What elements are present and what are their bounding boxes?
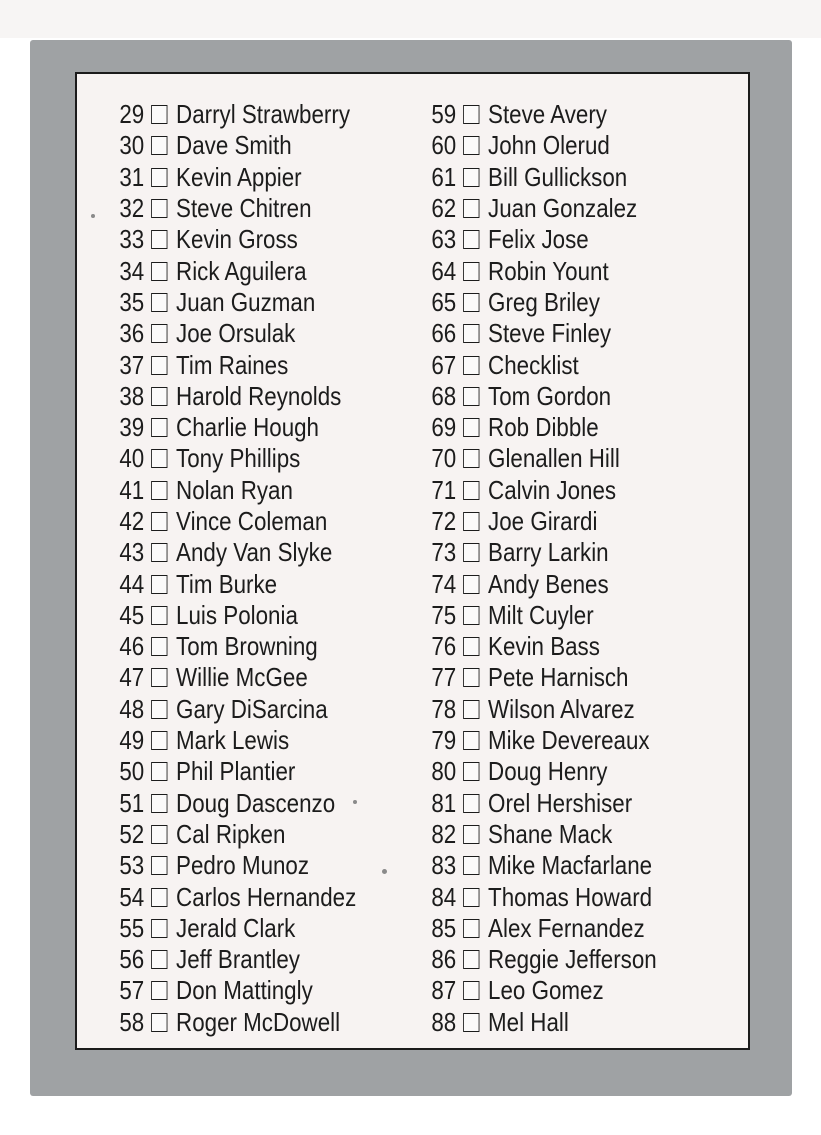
card-number: 69 xyxy=(431,412,457,443)
player-name: Bill Gullickson xyxy=(488,161,628,192)
card-number: 78 xyxy=(431,693,457,724)
player-name: Jeff Brantley xyxy=(176,944,300,975)
player-name: Calvin Jones xyxy=(488,474,617,505)
player-name: Steve Finley xyxy=(488,318,612,349)
player-name: Checklist xyxy=(488,349,579,380)
card-number: 42 xyxy=(119,506,145,536)
player-name: Glenallen Hill xyxy=(488,443,620,474)
card-number: 37 xyxy=(119,349,145,380)
card-number: 56 xyxy=(119,944,145,975)
checklist-entry xyxy=(427,130,657,161)
card-number: 68 xyxy=(431,380,457,411)
checkbox[interactable] xyxy=(151,168,167,187)
checklist-entry xyxy=(115,193,356,224)
checkbox[interactable] xyxy=(151,356,167,375)
card-number: 65 xyxy=(431,286,457,317)
checklist-entry xyxy=(115,568,356,599)
card-number: 32 xyxy=(119,193,145,224)
checklist-entry xyxy=(115,725,356,756)
checklist-column-right xyxy=(427,99,694,1038)
checkbox[interactable] xyxy=(151,575,167,594)
checkbox[interactable] xyxy=(463,825,479,844)
card-number: 86 xyxy=(431,944,457,975)
player-name: Steve Avery xyxy=(488,99,607,130)
checklist-entry xyxy=(427,287,657,318)
print-speck xyxy=(382,869,387,874)
checkbox[interactable] xyxy=(463,981,479,1000)
card-number: 38 xyxy=(119,380,145,411)
checklist-entry xyxy=(427,600,657,631)
player-name: Juan Gonzalez xyxy=(488,193,638,224)
checkbox[interactable] xyxy=(151,543,167,562)
checklist-entry xyxy=(115,99,356,130)
checkbox[interactable] xyxy=(151,324,167,343)
checkbox[interactable] xyxy=(463,168,479,187)
player-name: Robin Yount xyxy=(488,255,609,286)
card-number: 66 xyxy=(431,318,457,349)
checklist-entry xyxy=(115,349,356,380)
card-number: 53 xyxy=(119,850,145,881)
checklist-entry xyxy=(115,1007,356,1038)
card-number: 83 xyxy=(431,850,457,881)
player-name: Phil Plantier xyxy=(176,756,296,787)
player-name: Juan Guzman xyxy=(176,286,316,317)
player-name: Kevin Bass xyxy=(488,631,600,662)
card-number: 74 xyxy=(431,568,457,599)
checklist-entry xyxy=(427,881,657,912)
checkbox[interactable] xyxy=(463,230,479,249)
card-number: 30 xyxy=(119,130,145,161)
card-number: 52 xyxy=(119,818,145,849)
checklist-entry xyxy=(427,819,657,850)
checkbox[interactable] xyxy=(463,700,479,719)
print-speck xyxy=(91,214,95,218)
checklist-entry xyxy=(115,913,356,944)
card-number: 70 xyxy=(431,443,457,474)
checklist-entry xyxy=(115,850,356,881)
player-name: Doug Henry xyxy=(488,756,608,787)
player-name: Wilson Alvarez xyxy=(488,693,635,724)
checkbox[interactable] xyxy=(151,136,167,155)
player-name: Kevin Gross xyxy=(176,224,298,255)
checkbox[interactable] xyxy=(151,700,167,719)
checklist-entry xyxy=(427,913,657,944)
player-name: Tim Burke xyxy=(176,568,278,599)
checklist-entry xyxy=(115,412,356,443)
player-name: Tony Phillips xyxy=(176,443,301,474)
checklist-panel xyxy=(75,72,750,1050)
checklist-entry xyxy=(427,318,657,349)
checkbox[interactable] xyxy=(463,950,479,969)
player-name: Tom Gordon xyxy=(488,380,612,411)
checkbox[interactable] xyxy=(151,981,167,1000)
card-number: 41 xyxy=(119,474,145,505)
checkbox[interactable] xyxy=(463,919,479,938)
player-name: Pedro Munoz xyxy=(176,850,310,881)
player-name: Andy Van Slyke xyxy=(176,537,333,568)
checkbox[interactable] xyxy=(151,481,167,500)
checkbox[interactable] xyxy=(151,637,167,656)
checkbox[interactable] xyxy=(151,293,167,312)
checklist-entry xyxy=(427,224,657,255)
card-number: 71 xyxy=(431,474,457,505)
checkbox[interactable] xyxy=(463,512,479,531)
checkbox[interactable] xyxy=(151,606,167,625)
checkbox[interactable] xyxy=(151,512,167,531)
checkbox[interactable] xyxy=(151,919,167,938)
checkbox[interactable] xyxy=(151,262,167,281)
player-name: Steve Chitren xyxy=(176,193,312,224)
checklist-entry xyxy=(115,224,356,255)
player-name: Rick Aguilera xyxy=(176,255,307,286)
player-name: Rob Dibble xyxy=(488,412,599,443)
checkbox[interactable] xyxy=(151,1013,167,1032)
card-number: 61 xyxy=(431,161,457,192)
player-name: Darryl Strawberry xyxy=(176,99,350,130)
player-name: John Olerud xyxy=(488,130,610,161)
player-name: Tom Browning xyxy=(176,631,318,662)
player-name: Shane Mack xyxy=(488,818,613,849)
card-number: 62 xyxy=(431,193,457,224)
player-name: Pete Harnisch xyxy=(488,662,629,693)
player-name: Doug Dascenzo xyxy=(176,787,336,818)
checkbox[interactable] xyxy=(463,262,479,281)
checkbox[interactable] xyxy=(151,825,167,844)
checkbox[interactable] xyxy=(463,293,479,312)
checkbox[interactable] xyxy=(151,794,167,813)
card-number: 58 xyxy=(119,1006,145,1037)
player-name: Gary DiSarcina xyxy=(176,693,328,724)
checklist-entry xyxy=(115,881,356,912)
checkbox[interactable] xyxy=(463,387,479,406)
checklist-entry xyxy=(427,475,657,506)
player-name: Roger McDowell xyxy=(176,1006,341,1037)
checkbox[interactable] xyxy=(463,637,479,656)
checklist-entry xyxy=(427,850,657,881)
player-name: Carlos Hernandez xyxy=(176,881,357,912)
checklist-entry xyxy=(427,788,657,819)
player-name: Dave Smith xyxy=(176,130,292,161)
checkbox[interactable] xyxy=(463,888,479,907)
player-name: Tim Raines xyxy=(176,349,289,380)
card-number: 85 xyxy=(431,912,457,943)
player-name: Greg Briley xyxy=(488,286,600,317)
checkbox[interactable] xyxy=(463,543,479,562)
checkbox[interactable] xyxy=(463,136,479,155)
checklist-entry xyxy=(115,631,356,662)
card-number: 47 xyxy=(119,662,145,693)
checklist-entry xyxy=(427,568,657,599)
checklist-entry xyxy=(115,162,356,193)
checklist-entry xyxy=(427,506,657,537)
player-name: Andy Benes xyxy=(488,568,609,599)
player-name: Joe Girardi xyxy=(488,506,598,536)
checklist-entry xyxy=(427,381,657,412)
checkbox[interactable] xyxy=(151,418,167,437)
player-name: Mark Lewis xyxy=(176,725,290,756)
player-name: Nolan Ryan xyxy=(176,474,293,505)
checklist-column-left xyxy=(115,99,396,1038)
checklist-entry xyxy=(115,318,356,349)
player-name: Mel Hall xyxy=(488,1006,569,1037)
player-name: Orel Hershiser xyxy=(488,787,633,818)
checklist-entry xyxy=(115,130,356,161)
checklist-entry xyxy=(115,537,356,568)
player-name: Mike Macfarlane xyxy=(488,850,653,881)
card-number: 82 xyxy=(431,818,457,849)
checkbox[interactable] xyxy=(463,856,479,875)
card-number: 51 xyxy=(119,787,145,818)
card-number: 84 xyxy=(431,881,457,912)
checkbox[interactable] xyxy=(463,105,479,124)
checkbox[interactable] xyxy=(463,324,479,343)
checklist-entry xyxy=(115,662,356,693)
card-number: 31 xyxy=(119,161,145,192)
checklist-entry xyxy=(427,537,657,568)
checklist-entry xyxy=(427,944,657,975)
checkbox[interactable] xyxy=(151,950,167,969)
checkbox[interactable] xyxy=(463,418,479,437)
card-number: 34 xyxy=(119,255,145,286)
checkbox[interactable] xyxy=(463,762,479,781)
card-number: 67 xyxy=(431,349,457,380)
checkbox[interactable] xyxy=(151,199,167,218)
card-number: 39 xyxy=(119,412,145,443)
checklist-entry xyxy=(115,819,356,850)
player-name: Alex Fernandez xyxy=(488,912,645,943)
player-name: Jerald Clark xyxy=(176,912,296,943)
checklist-entry xyxy=(115,506,356,537)
checkbox[interactable] xyxy=(151,731,167,750)
card-number: 77 xyxy=(431,662,457,693)
checklist-entry xyxy=(427,412,657,443)
checklist-entry xyxy=(427,631,657,662)
player-name: Reggie Jefferson xyxy=(488,944,657,975)
card-number: 55 xyxy=(119,912,145,943)
card-number: 57 xyxy=(119,975,145,1006)
scan-background xyxy=(0,0,821,38)
card-number: 48 xyxy=(119,693,145,724)
card-number: 40 xyxy=(119,443,145,474)
checklist-entry xyxy=(427,725,657,756)
player-name: Charlie Hough xyxy=(176,412,320,443)
checkbox[interactable] xyxy=(463,1013,479,1032)
card-number: 59 xyxy=(431,99,457,130)
checkbox[interactable] xyxy=(463,668,479,687)
player-name: Thomas Howard xyxy=(488,881,653,912)
player-name: Harold Reynolds xyxy=(176,380,342,411)
checkbox[interactable] xyxy=(463,356,479,375)
card-number: 29 xyxy=(119,99,145,130)
checkbox[interactable] xyxy=(151,230,167,249)
checklist-entry xyxy=(427,756,657,787)
checkbox[interactable] xyxy=(151,762,167,781)
player-name: Mike Devereaux xyxy=(488,725,650,756)
player-name: Willie McGee xyxy=(176,662,308,693)
checkbox[interactable] xyxy=(151,856,167,875)
checklist-entry xyxy=(115,756,356,787)
card-number: 35 xyxy=(119,286,145,317)
checklist-entry xyxy=(115,694,356,725)
card-number: 81 xyxy=(431,787,457,818)
card-number: 36 xyxy=(119,318,145,349)
player-name: Milt Cuyler xyxy=(488,599,594,630)
card-number: 87 xyxy=(431,975,457,1006)
checkbox[interactable] xyxy=(463,794,479,813)
checkbox[interactable] xyxy=(463,449,479,468)
checkbox[interactable] xyxy=(463,575,479,594)
checkbox[interactable] xyxy=(463,199,479,218)
checklist-entry xyxy=(427,99,657,130)
checklist-entry xyxy=(115,255,356,286)
card-number: 64 xyxy=(431,255,457,286)
checklist-entry xyxy=(115,944,356,975)
card-number: 79 xyxy=(431,725,457,756)
card-number: 72 xyxy=(431,506,457,536)
checklist-entry xyxy=(427,349,657,380)
card-number: 80 xyxy=(431,756,457,787)
checklist-entry xyxy=(427,975,657,1006)
card-number: 49 xyxy=(119,725,145,756)
checklist-entry xyxy=(427,193,657,224)
checklist-entry xyxy=(427,443,657,474)
card-number: 76 xyxy=(431,631,457,662)
card-number: 63 xyxy=(431,224,457,255)
checkbox[interactable] xyxy=(151,668,167,687)
checklist-entry xyxy=(115,287,356,318)
checkbox[interactable] xyxy=(151,888,167,907)
checklist-entry xyxy=(427,662,657,693)
card-number: 50 xyxy=(119,756,145,787)
player-name: Felix Jose xyxy=(488,224,589,255)
checklist-entry xyxy=(427,1007,657,1038)
player-name: Barry Larkin xyxy=(488,537,609,568)
card-number: 45 xyxy=(119,599,145,630)
card-number: 54 xyxy=(119,881,145,912)
checklist-entry xyxy=(115,475,356,506)
player-name: Joe Orsulak xyxy=(176,318,296,349)
checklist-entry xyxy=(115,381,356,412)
checklist-entry xyxy=(115,975,356,1006)
checkbox[interactable] xyxy=(151,449,167,468)
card-number: 46 xyxy=(119,631,145,662)
checkbox[interactable] xyxy=(463,731,479,750)
player-name: Leo Gomez xyxy=(488,975,604,1006)
checklist-entry xyxy=(427,255,657,286)
checklist-entry xyxy=(115,600,356,631)
card-number: 73 xyxy=(431,537,457,568)
checklist-entry xyxy=(427,694,657,725)
card-number: 44 xyxy=(119,568,145,599)
checkbox[interactable] xyxy=(151,105,167,124)
card-number: 43 xyxy=(119,537,145,568)
checklist-entry xyxy=(115,788,356,819)
checkbox[interactable] xyxy=(463,481,479,500)
player-name: Cal Ripken xyxy=(176,818,286,849)
print-speck xyxy=(353,800,357,804)
checklist-entry xyxy=(115,443,356,474)
checkbox[interactable] xyxy=(151,387,167,406)
player-name: Don Mattingly xyxy=(176,975,313,1006)
card-number: 88 xyxy=(431,1006,457,1037)
checklist-entry xyxy=(427,162,657,193)
card-number: 33 xyxy=(119,224,145,255)
player-name: Kevin Appier xyxy=(176,161,302,192)
player-name: Vince Coleman xyxy=(176,506,328,536)
card-number: 60 xyxy=(431,130,457,161)
card-number: 75 xyxy=(431,599,457,630)
checkbox[interactable] xyxy=(463,606,479,625)
player-name: Luis Polonia xyxy=(176,599,298,630)
